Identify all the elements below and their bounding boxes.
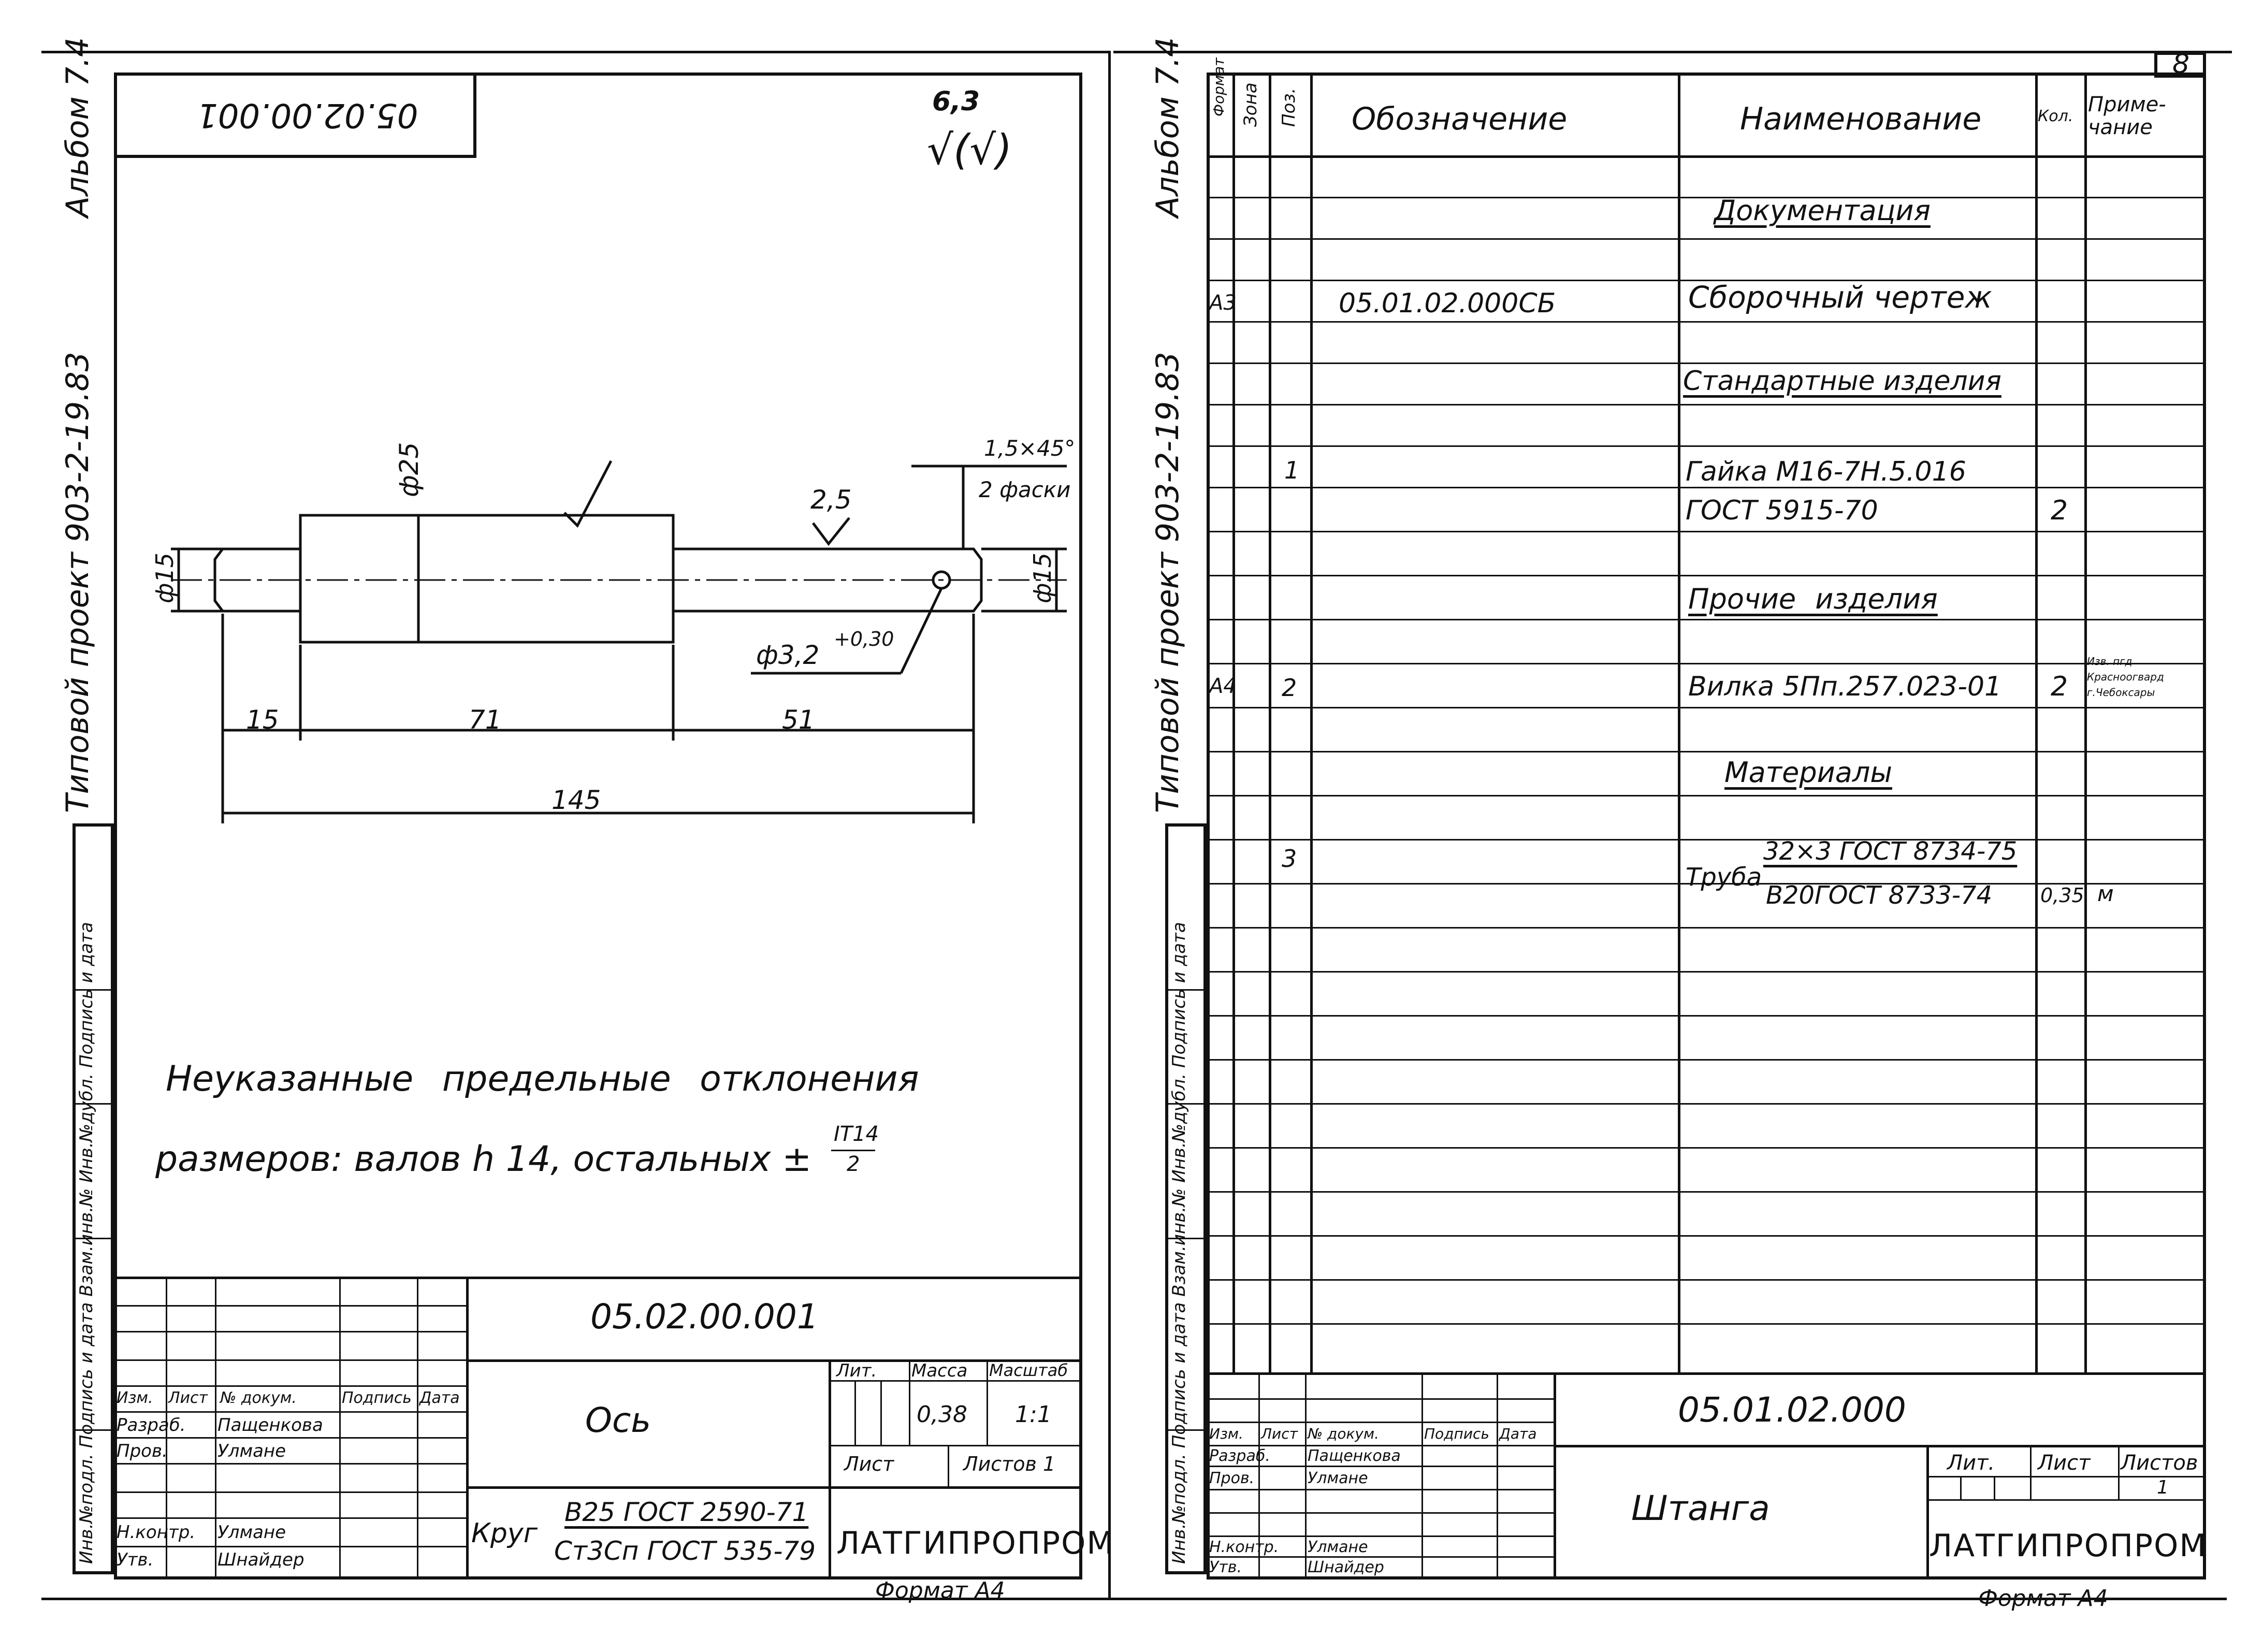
- grid-col: [1421, 1372, 1423, 1579]
- dim-len-51: 51: [782, 705, 815, 735]
- row-razrab: Разраб.: [117, 1415, 186, 1436]
- tolerance-fraction-bar: [831, 1150, 875, 1151]
- pos-2: 2: [1282, 674, 1297, 702]
- title-name: Штанга: [1631, 1488, 1770, 1528]
- dim-len-71: 71: [469, 705, 502, 735]
- row-line: [1207, 663, 2206, 664]
- title-block-top-line: [114, 1277, 1082, 1279]
- grid-line: [1926, 1499, 2206, 1501]
- stamp-divider: [1165, 989, 1207, 991]
- hdr-list: Лист: [1261, 1425, 1298, 1442]
- title-block-line: [466, 1486, 1082, 1489]
- col-name: Наименование: [1740, 101, 1982, 137]
- dim-chamfer: 1,5×45°: [984, 436, 1076, 461]
- hdr-doc: № докум.: [1308, 1425, 1380, 1442]
- row-line: [1207, 404, 2206, 405]
- row-line: [1207, 1103, 2206, 1105]
- grid-col: [2118, 1445, 2120, 1499]
- fork-note: Изв. пгд Красноогвард г.Чебоксары: [2087, 655, 2164, 699]
- fork-name: Вилка 5Пп.257.023-01: [1688, 671, 2002, 702]
- left-album-label: Альбом 7.4: [60, 37, 96, 218]
- stamp-divider: [1165, 1103, 1207, 1105]
- sheet-number: 8: [2172, 49, 2190, 80]
- grid-col: [1960, 1476, 1962, 1499]
- col-line: [1232, 73, 1235, 1372]
- dim-hole: ф3,2: [756, 640, 820, 670]
- right-side-stamp-text: Инв.№подл. Подпись и дата Взам.инв.№ Инв.№дубл. Подпись и дата: [1169, 922, 1189, 1564]
- grid-col: [1497, 1372, 1498, 1579]
- col-line: [1678, 73, 1680, 1372]
- dim-chamfer-count: 2 фаски: [979, 477, 1071, 502]
- row-razrab: Разраб.: [1209, 1447, 1270, 1465]
- assembly-code: 05.01.02.000СБ: [1339, 288, 1556, 319]
- row-line: [1207, 531, 2206, 532]
- roughness-value: 6,3: [932, 86, 980, 117]
- col-note: Приме-чание: [2088, 93, 2166, 139]
- nut-name: Гайка М16-7Н.5.016: [1686, 456, 1966, 487]
- grid-col: [2030, 1445, 2032, 1499]
- grid-col: [1305, 1372, 1307, 1579]
- col-line: [2084, 73, 2087, 1372]
- tolerance-fraction-numerator: IT14: [834, 1122, 879, 1146]
- row-nkontr-name: Улмане: [1308, 1538, 1368, 1556]
- col-zone: Зона: [1240, 82, 1261, 127]
- title-name: Ось: [585, 1400, 651, 1440]
- cell-lit: Лит.: [836, 1360, 877, 1381]
- tolerance-note-line2: размеров: валов h 14, остальных ±: [155, 1139, 812, 1180]
- dim-len-145: 145: [552, 785, 601, 815]
- tolerance-note-line1: Неуказанные предельные отклонения: [166, 1059, 919, 1099]
- col-format: Формат: [1210, 57, 1227, 117]
- material-line1: В25 ГОСТ 2590-71: [564, 1497, 809, 1527]
- cell-massa-value: 0,38: [917, 1401, 967, 1428]
- row-line: [1207, 321, 2206, 323]
- row-prov: Пров.: [117, 1441, 168, 1461]
- row-razrab-name: Пащенкова: [1308, 1447, 1401, 1465]
- right-album-label: Альбом 7.4: [1150, 37, 1186, 218]
- row-line: [1207, 363, 2206, 364]
- hdr-doc: № докум.: [220, 1389, 297, 1407]
- grid-col: [854, 1380, 856, 1445]
- row-line: [1207, 1235, 2206, 1237]
- cell-massa: Масса: [911, 1360, 968, 1381]
- stamp-divider: [1165, 1429, 1207, 1431]
- row-line: [1207, 971, 2206, 973]
- row-line: [1207, 575, 2206, 576]
- cell-masshtab-value: 1:1: [1015, 1401, 1052, 1428]
- material-word: Круг: [471, 1518, 538, 1549]
- row-line: [1207, 1015, 2206, 1017]
- row-line: [1207, 839, 2206, 841]
- col-line: [2035, 73, 2038, 1372]
- row-line: [1207, 1059, 2206, 1061]
- row-prov-name: Улмане: [217, 1441, 286, 1461]
- dim-len-15: 15: [246, 705, 279, 735]
- assembly-name: Сборочный чертеж: [1688, 280, 1992, 315]
- grid-line: [829, 1445, 1082, 1446]
- hdr-izm: Изм.: [1209, 1425, 1243, 1442]
- pipe-unit: м: [2097, 881, 2114, 906]
- section-standard: Стандартные изделия: [1683, 366, 2001, 397]
- title-block-divider: [1554, 1372, 1556, 1579]
- tolerance-fraction-denominator: 2: [847, 1152, 860, 1176]
- hdr-sign: Подпись: [1424, 1425, 1489, 1442]
- pipe-line2: В20ГОСТ 8733-74: [1766, 881, 1993, 910]
- right-project-label: Типовой проект 903-2-19.83: [1150, 352, 1186, 813]
- nut-qty: 2: [2051, 495, 2068, 526]
- pos-1: 1: [1284, 456, 1300, 484]
- grid-col: [948, 1445, 949, 1486]
- material-line2: Ст3Сп ГОСТ 535-79: [554, 1536, 816, 1566]
- title-block-line: [1554, 1445, 2206, 1447]
- cell-list: Лист: [2038, 1451, 2091, 1475]
- col-line: [1310, 73, 1313, 1372]
- row-line: [1207, 197, 2206, 198]
- section-other: Прочие изделия: [1688, 583, 1938, 615]
- left-top-code: 05.02.00.001: [197, 96, 418, 134]
- pipe-word: Труба: [1686, 863, 1762, 892]
- col-pos: Поз.: [1279, 88, 1299, 127]
- hdr-date: Дата: [419, 1389, 460, 1407]
- row-prov-name: Улмане: [1308, 1469, 1368, 1487]
- row-utv-name: Шнайдер: [217, 1549, 304, 1570]
- row-utv: Утв.: [1209, 1558, 1242, 1576]
- row-nkontr: Н.контр.: [117, 1522, 196, 1543]
- cell-lit: Лит.: [1947, 1451, 1995, 1475]
- title-block-divider: [829, 1359, 831, 1579]
- hdr-date: Дата: [1499, 1425, 1537, 1442]
- right-format-label: Формат А4: [1978, 1585, 2108, 1612]
- hdr-izm: Изм.: [117, 1389, 153, 1407]
- row-razrab-name: Пащенкова: [217, 1415, 323, 1436]
- organization: ЛАТГИПРОПРОМ: [1929, 1528, 2208, 1564]
- row-line: [1207, 707, 2206, 708]
- roughness-symbol: √(√): [927, 126, 1012, 174]
- row-format-a3: А3: [1209, 291, 1237, 315]
- pipe-qty: 0,35: [2040, 884, 2084, 907]
- row-line: [1207, 238, 2206, 240]
- row-line: [1207, 927, 2206, 929]
- section-documentation: Документация: [1714, 194, 1931, 227]
- header-line: [1207, 155, 2206, 158]
- grid-col: [987, 1359, 988, 1445]
- cell-listov: Листов 1: [963, 1453, 1056, 1475]
- row-line: [1207, 751, 2206, 752]
- organization: ЛАТГИПРОПРОМ: [836, 1525, 1115, 1561]
- row-line: [1207, 795, 2206, 796]
- grid-col: [339, 1277, 341, 1579]
- cell-list: Лист: [844, 1453, 894, 1475]
- title-code: 05.01.02.000: [1678, 1390, 1906, 1430]
- row-utv: Утв.: [117, 1549, 154, 1570]
- row-utv-name: Шнайдер: [1308, 1558, 1384, 1576]
- title-code: 05.02.00.001: [590, 1297, 819, 1337]
- nut-gost: ГОСТ 5915-70: [1686, 495, 1878, 526]
- dim-d15-right: ф15: [1028, 553, 1056, 603]
- stamp-divider: [1165, 1238, 1207, 1239]
- pipe-line1: 32×3 ГОСТ 8734-75: [1763, 837, 2018, 866]
- cell-listov-value: 1: [2157, 1477, 2169, 1498]
- left-project-label: Типовой проект 903-2-19.83: [60, 352, 96, 813]
- pos-3: 3: [1282, 845, 1297, 873]
- section-materials: Материалы: [1724, 756, 1892, 789]
- cell-listov: Листов: [2121, 1451, 2198, 1475]
- left-side-stamp-text: Инв.№подл. Подпись и дата Взам.инв.№ Инв.№дубл. Подпись и дата: [76, 922, 97, 1564]
- grid-col: [909, 1359, 910, 1445]
- hdr-list: Лист: [168, 1389, 208, 1407]
- row-line: [1207, 1323, 2206, 1325]
- dim-rough-25: 2,5: [810, 485, 852, 515]
- dim-d15-left: ф15: [151, 553, 179, 603]
- row-nkontr: Н.контр.: [1209, 1538, 1279, 1556]
- row-prov: Пров.: [1209, 1469, 1255, 1487]
- row-line: [1207, 1279, 2206, 1281]
- row-line: [1207, 445, 2206, 447]
- dim-hole-tolerance: +0,30: [834, 628, 894, 650]
- col-designation: Обозначение: [1352, 101, 1568, 137]
- row-nkontr-name: Улмане: [217, 1522, 286, 1543]
- hdr-sign: Подпись: [342, 1389, 412, 1407]
- row-line: [1207, 1147, 2206, 1149]
- grid-col: [1994, 1476, 1995, 1499]
- dim-d25: ф25: [394, 442, 424, 497]
- col-qty: Кол.: [2038, 107, 2073, 125]
- left-format-label: Формат А4: [875, 1577, 1005, 1604]
- cell-masshtab: Масштаб: [989, 1360, 1068, 1380]
- col-line: [1269, 73, 1271, 1372]
- fork-qty: 2: [2051, 671, 2068, 702]
- row-line: [1207, 1191, 2206, 1193]
- grid-col: [880, 1380, 882, 1445]
- row-format-a4: А4: [1209, 674, 1237, 698]
- title-block-top-line: [1207, 1372, 2206, 1375]
- row-line: [1207, 619, 2206, 620]
- title-block-divider: [466, 1277, 469, 1579]
- grid-col: [417, 1277, 418, 1579]
- grid-col: [215, 1277, 216, 1579]
